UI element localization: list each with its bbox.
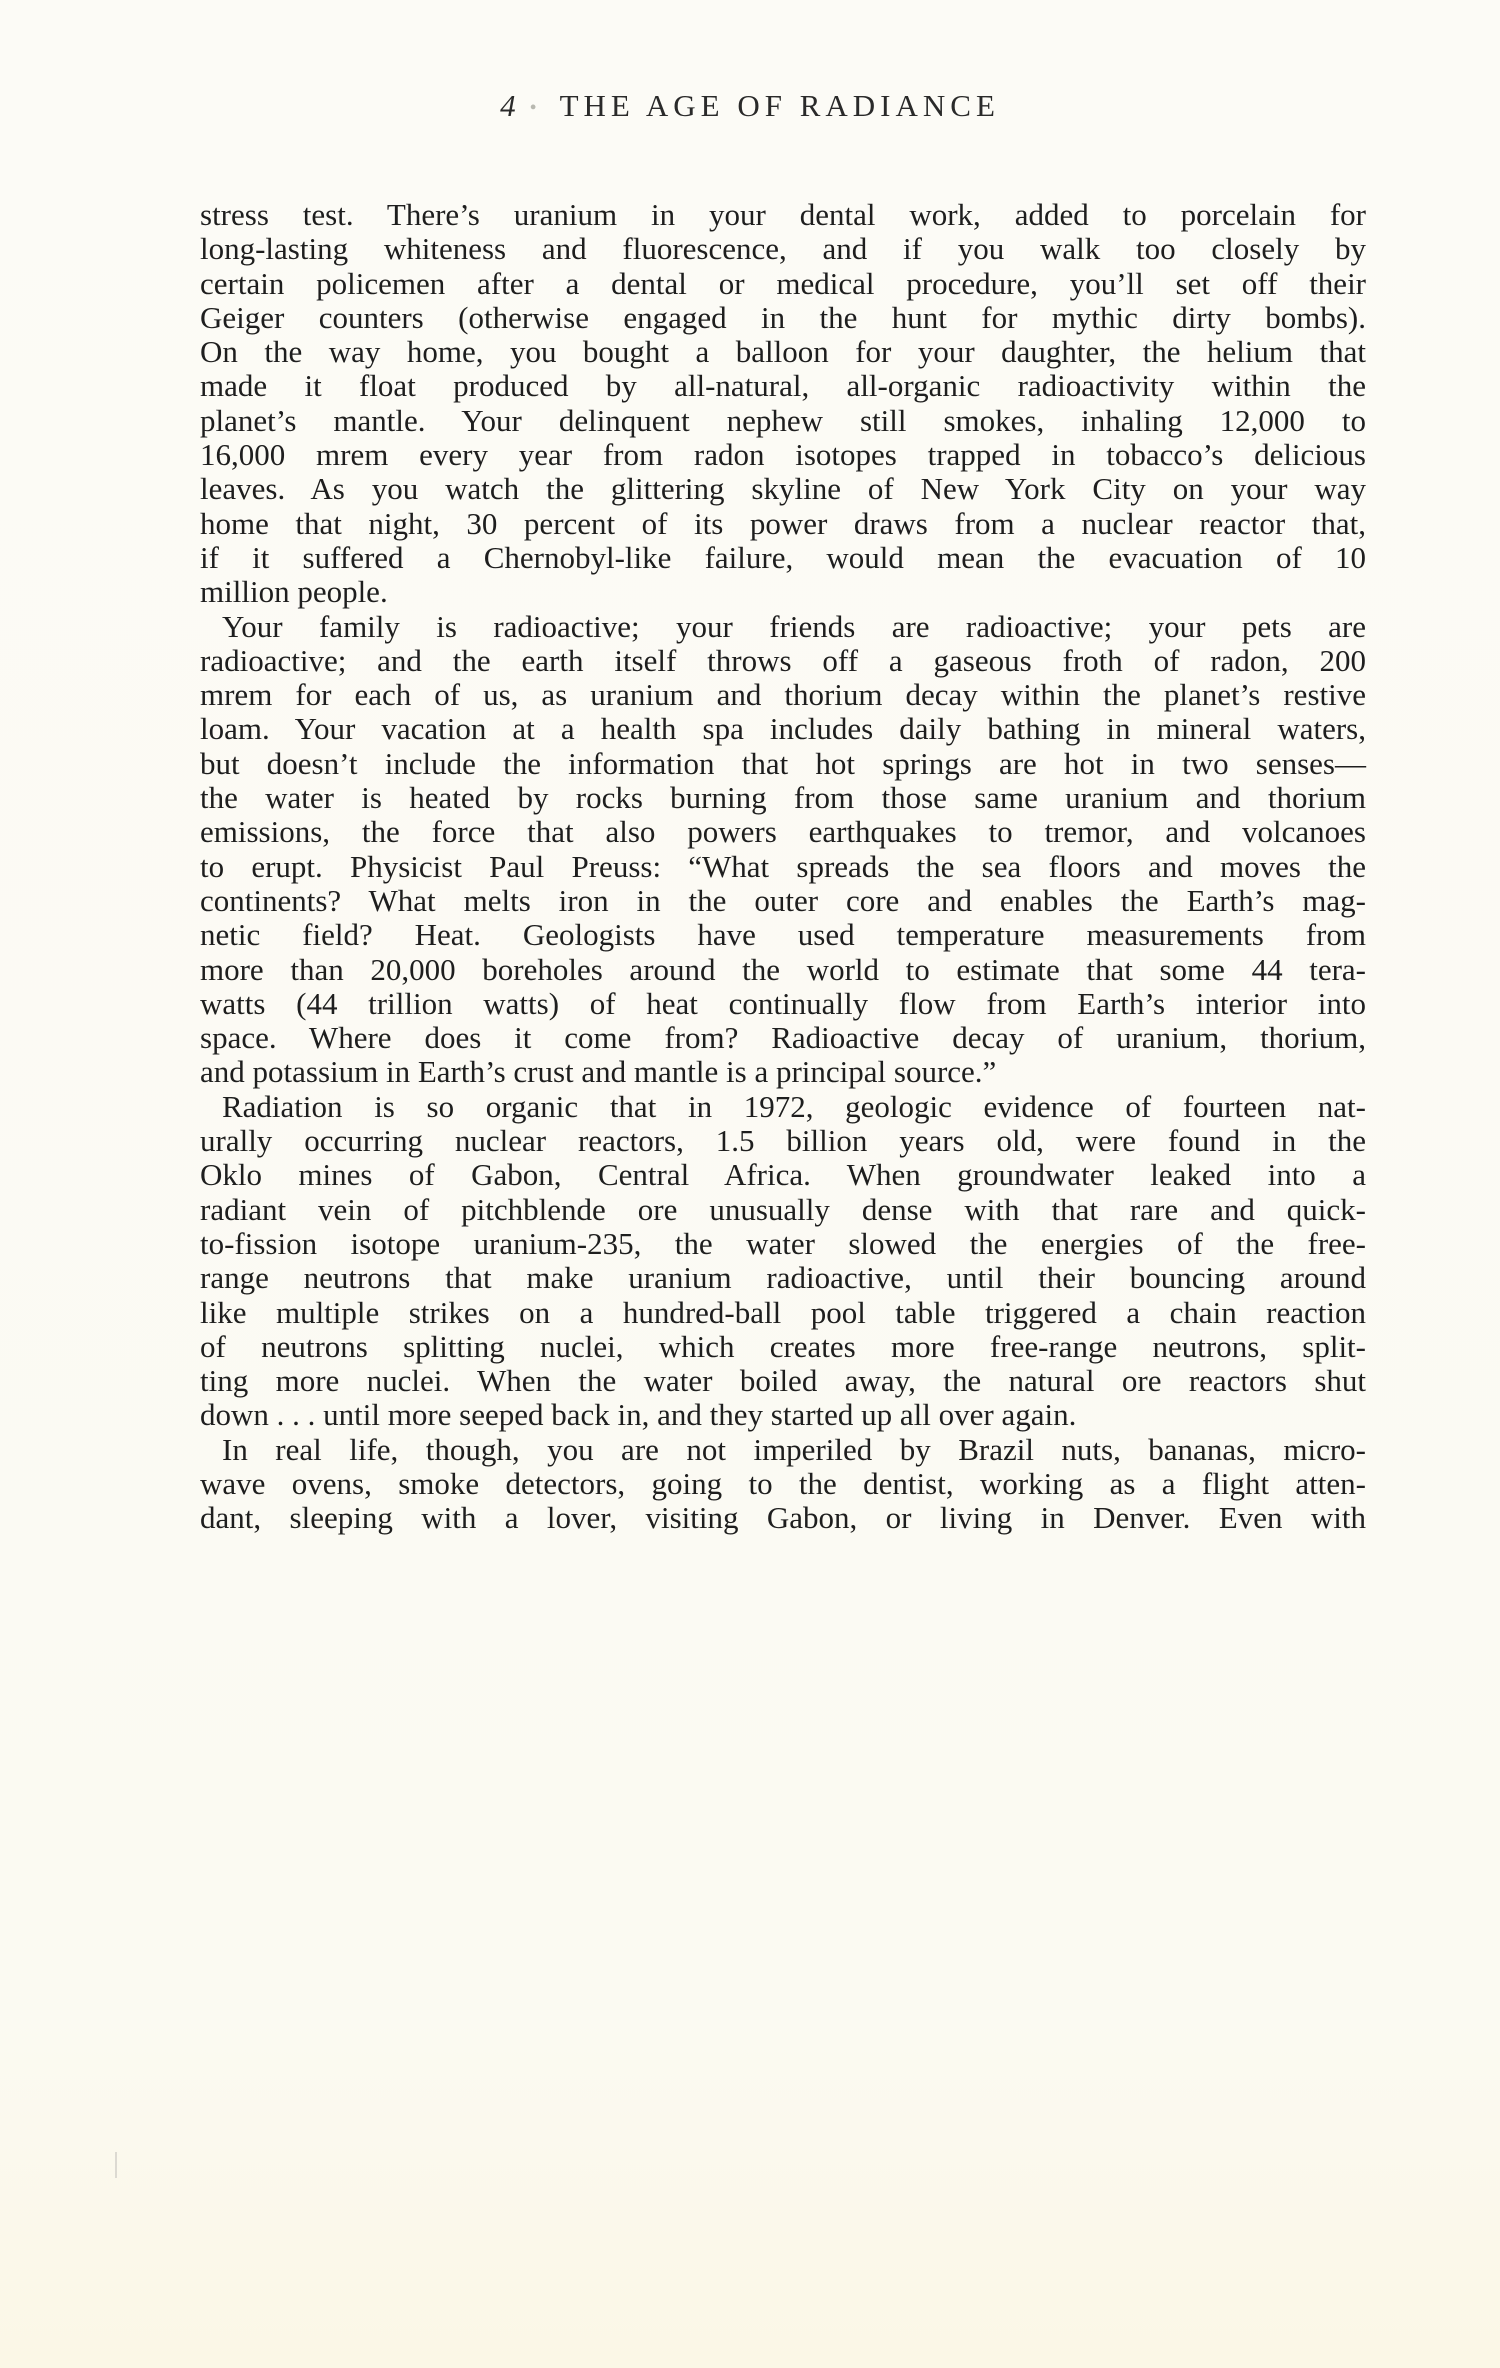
- text-line: if it suffered a Chernobyl-like failure, would mean the evacuation of 10: [200, 539, 1366, 575]
- text-line: space. Where does it come from? Radioactive decay of uranium, thorium,: [200, 1020, 1366, 1056]
- text-line: but doesn’t include the information that hot springs are hot in two senses—: [200, 745, 1366, 781]
- text-line: emissions, the force that also powers earthquakes to tremor, and volcanoes: [200, 814, 1366, 850]
- text-line: radioactive; and the earth itself throws off a gaseous froth of radon, 200: [200, 642, 1366, 678]
- text-line: loam. Your vacation at a health spa includes daily bathing in mineral waters,: [200, 711, 1366, 747]
- page-number: 4: [500, 88, 516, 123]
- text-line: radiant vein of pitchblende ore unusually dense with that rare and quick-: [200, 1191, 1366, 1227]
- paragraph: [200, 1090, 1366, 1433]
- body-text: [200, 198, 1366, 1536]
- text-line: the water is heated by rocks burning from those same uranium and thorium: [200, 780, 1366, 816]
- text-line: to-fission isotope uranium-235, the water slowed the energies of the free-: [200, 1225, 1366, 1261]
- text-line: netic field? Heat. Geologists have used temperature measurements from: [200, 917, 1366, 953]
- text-line: Radiation is so organic that in 1972, geologic evidence of fourteen nat-: [222, 1088, 1366, 1124]
- text-line: long-lasting whiteness and fluorescence, and if you walk too closely by: [200, 231, 1366, 267]
- text-line: wave ovens, smoke detectors, going to the dentist, working as a flight atten-: [200, 1465, 1366, 1501]
- text-line: million people.: [200, 574, 388, 610]
- text-line: mrem for each of us, as uranium and thorium decay within the planet’s restive: [200, 677, 1366, 713]
- text-line: dant, sleeping with a lover, visiting Gabon, or living in Denver. Even with: [200, 1500, 1366, 1536]
- text-line: stress test. There’s uranium in your dental work, added to porcelain for: [200, 197, 1366, 232]
- text-line: Oklo mines of Gabon, Central Africa. When groundwater leaked into a: [200, 1157, 1366, 1193]
- text-line: and potassium in Earth’s crust and mantle is a principal source.”: [200, 1054, 997, 1090]
- text-line: 16,000 mrem every year from radon isotopes trapped in tobacco’s delicious: [200, 437, 1366, 473]
- text-line: to erupt. Physicist Paul Preuss: “What spreads the sea floors and moves the: [200, 848, 1366, 884]
- text-line: ting more nuclei. When the water boiled away, the natural ore reactors shut: [200, 1363, 1366, 1399]
- text-line: watts (44 trillion watts) of heat continually flow from Earth’s interior into: [200, 985, 1366, 1021]
- paragraph: [200, 198, 1366, 610]
- text-line: continents? What melts iron in the outer core and enables the Earth’s mag-: [200, 882, 1366, 918]
- paragraph: [200, 610, 1366, 1090]
- text-line: range neutrons that make uranium radioactive, until their bouncing around: [200, 1260, 1366, 1296]
- book-title: THE AGE OF RADIANCE: [559, 88, 1000, 123]
- text-line: like multiple strikes on a hundred-ball pool table triggered a chain reaction: [200, 1294, 1366, 1330]
- text-line: On the way home, you bought a balloon for your daughter, the helium that: [200, 334, 1366, 370]
- text-line: more than 20,000 boreholes around the world to estimate that some 44 tera-: [200, 951, 1366, 987]
- text-line: of neutrons splitting nuclei, which creates more free-range neutrons, split-: [200, 1328, 1366, 1364]
- scan-artifact: [115, 2152, 117, 2178]
- text-line: certain policemen after a dental or medical procedure, you’ll set off their: [200, 265, 1366, 301]
- running-head: [0, 88, 1500, 124]
- text-line: leaves. As you watch the glittering skyline of New York City on your way: [200, 471, 1366, 507]
- separator-bullet-icon: •: [529, 97, 542, 120]
- text-line: planet’s mantle. Your delinquent nephew still smokes, inhaling 12,000 to: [200, 402, 1366, 438]
- text-line: Your family is radioactive; your friends are radioactive; your pets are: [222, 608, 1366, 644]
- paragraph: [200, 1433, 1366, 1536]
- text-line: down . . . until more seeped back in, and they started up all over again.: [200, 1397, 1077, 1433]
- text-line: urally occurring nuclear reactors, 1.5 billion years old, were found in the: [200, 1123, 1366, 1159]
- text-line: home that night, 30 percent of its power draws from a nuclear reactor that,: [200, 505, 1366, 541]
- text-line: made it float produced by all-natural, all-organic radioactivity within the: [200, 368, 1366, 404]
- text-line: In real life, though, you are not imperiled by Brazil nuts, bananas, micro-: [222, 1431, 1366, 1467]
- text-line: Geiger counters (otherwise engaged in the hunt for mythic dirty bombs).: [200, 299, 1366, 335]
